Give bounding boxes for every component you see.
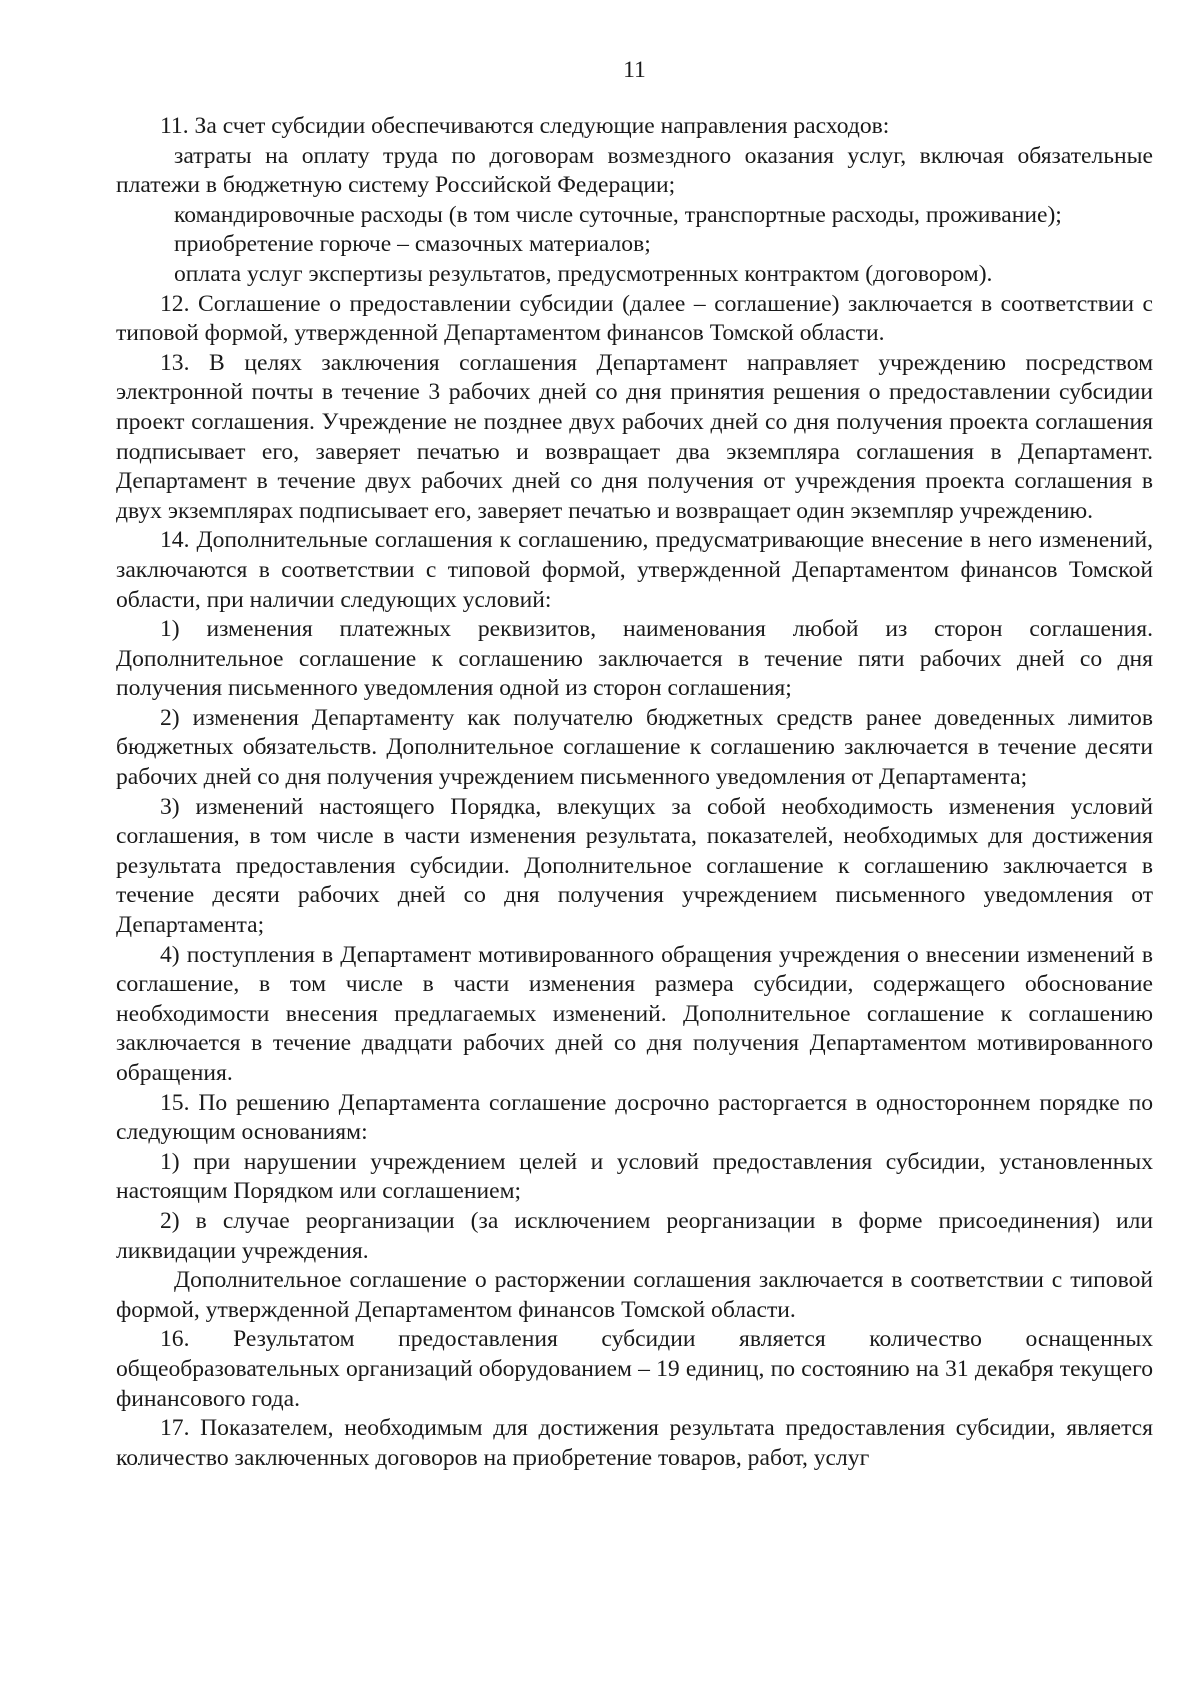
paragraph-15: 15. По решению Департамента соглашение досрочно расторгается в одностороннем порядке по следующим основаниям: [116,1089,1153,1146]
document-body [116,112,1153,1473]
list-item-expertise: оплата услуг экспертизы результатов, предусмотренных контрактом (договором). [174,260,993,287]
paragraph-14: 14. Дополнительные соглашения к соглашению, предусматривающие внесение в него изменений, заключаются в соответствии с типовой формой, утвержденной Департаментом финансов Томской области, при наличии следующих условий: [116,527,1153,613]
page-number: 11 [623,57,646,83]
paragraph-15-termination: Дополнительное соглашение о расторжении соглашения заключается в соответствии с типовой формой, утвержденной Департаментом финансов Томской области. [116,1267,1153,1323]
list-item-travel-costs: командировочные расходы (в том числе суточные, транспортные расходы, проживание); [174,201,1062,228]
paragraph-17: 17. Показателем, необходимым для достижения результата предоставления субсидии, является количество заключенных договоров на приобретение товаров, работ, услуг [116,1415,1153,1471]
paragraph-15-item-1: 1) при нарушении учреждением целей и условий предоставления субсидии, установленных настоящим Порядком или соглашением; [116,1148,1153,1205]
paragraph-13: 13. В целях заключения соглашения Департамент направляет учреждению посредством электронной почты в течение 3 рабочих дней со дня принятия решения о предоставлении субсидии проект соглашения. Учреждение не позднее двух рабочих дней со дня получения проекта соглашения подписывает его, заверяет печатью и возвращает два экземпляра соглашения в Департамент. Департамент в течение двух рабочих дней со дня получения от учреждения проекта соглашения в двух экземплярах подписывает его, заверяет печатью и возвращает один экземпляр учреждению. [116,349,1153,524]
paragraph-15-item-2: 2) в случае реорганизации (за исключением реорганизации в форме присоединения) или ликвидации учреждения. [116,1207,1153,1264]
paragraph-14-item-4: 4) поступления в Департамент мотивированного обращения учреждения о внесении изменений в соглашение, в том числе в части изменения размера субсидии, содержащего обоснование необходимости внесения предлагаемых изменений. Дополнительное соглашение к соглашению заключается в течение двадцати рабочих дней со дня получения Департаментом мотивированного обращения. [116,941,1153,1086]
paragraph-11-intro: 11. За счет субсидии обеспечиваются следующие направления расходов: [160,113,890,139]
paragraph-14-item-2: 2) изменения Департаменту как получателю бюджетных средств ранее доведенных лимитов бюджетных обязательств. Дополнительное соглашение к соглашению заключается в течение десяти рабочих дней со дня получения учреждением письменного уведомления от Департамента; [116,704,1153,791]
list-item-fuel: приобретение горюче – смазочных материалов; [174,231,651,258]
paragraph-12: 12. Соглашение о предоставлении субсидии (далее – соглашение) заключается в соответствии с типовой формой, утвержденной Департаментом финансов Томской области. [116,290,1153,347]
document-page [116,0,1153,1698]
list-item-labor-costs: затраты на оплату труда по договорам возмездного оказания услуг, включая обязательные платежи в бюджетную систему Российской Федерации; [116,142,1153,199]
paragraph-16: 16. Результатом предоставления субсидии является количество оснащенных общеобразовательных организаций оборудованием – 19 единиц, по состоянию на 31 декабря текущего финансового года. [116,1326,1153,1412]
paragraph-14-item-1: 1) изменения платежных реквизитов, наименования любой из сторон соглашения. Дополнительное соглашение к соглашению заключается в течение пяти рабочих дней со дня получения письменного уведомления одной из сторон соглашения; [116,616,1153,702]
paragraph-14-item-3: 3) изменений настоящего Порядка, влекущих за собой необходимость изменения условий соглашения, в том числе в части изменения результата, показателей, необходимых для достижения результата предоставления субсидии. Дополнительное соглашение к соглашению заключается в течение десяти рабочих дней со дня получения учреждением письменного уведомления от Департамента; [116,793,1153,939]
